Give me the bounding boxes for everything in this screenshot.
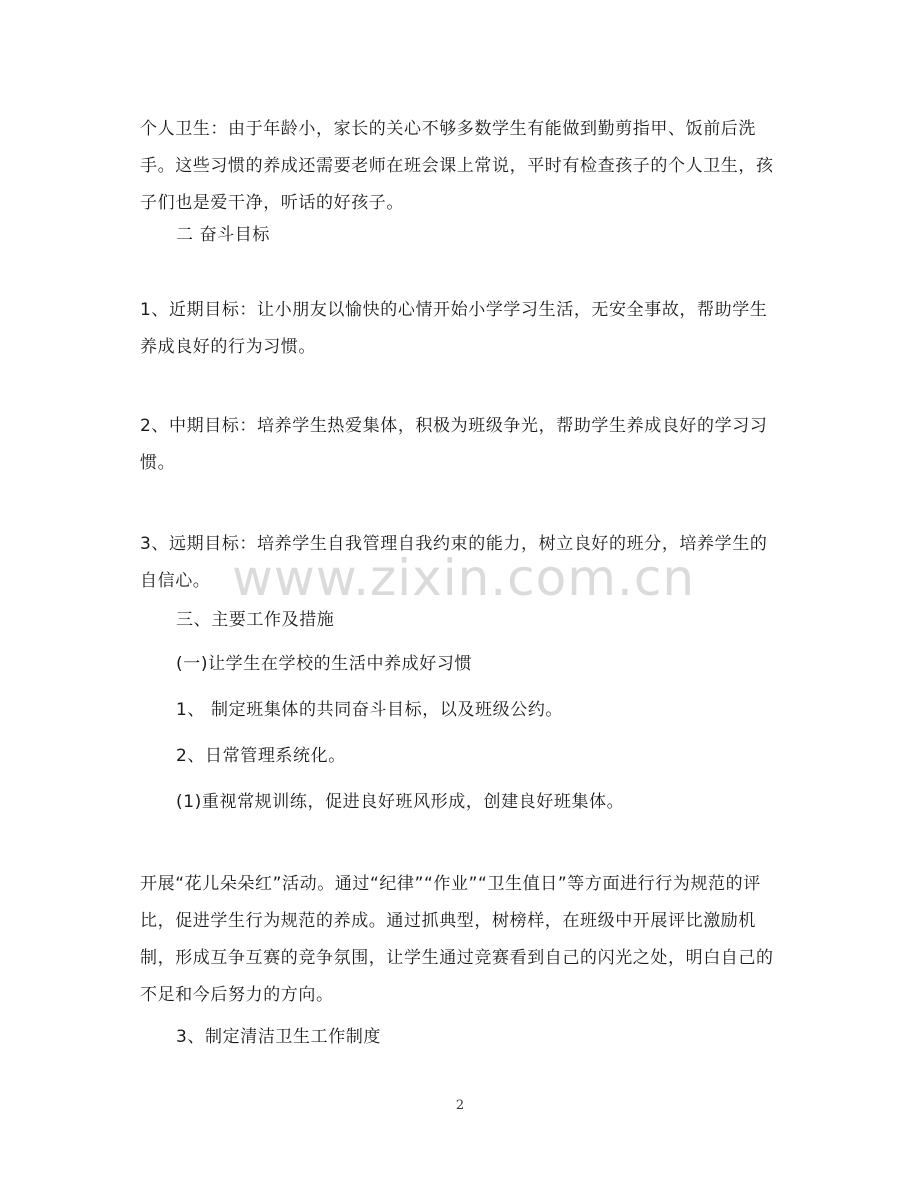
subheading-good-habits: (一)让学生在学校的生活中养成好习惯 bbox=[176, 654, 473, 674]
paragraph-flower-activity: 开展“花儿朵朵红”活动。通过“纪律”“作业”“卫生值日”等方面进行行为规范的评比，促进学生行为规范的养成。通过抓典型，树榜样，在班级中开展评比激励机制，形成互争互赛的竞争氛围，让学生通过竞赛看到自己的闪光之处，明白自己的不足和今后努力的方向。 bbox=[140, 874, 774, 1005]
page-number: 2 bbox=[455, 1098, 465, 1113]
item-cleaning-rules: 3、制定清洁卫生工作制度 bbox=[176, 1027, 382, 1047]
item-class-goals: 1、 制定班集体的共同奋斗目标，以及班级公约。 bbox=[176, 700, 564, 720]
watermark: www.zixin.com.cn bbox=[232, 549, 696, 607]
paragraph-mid-term-goal: 2、中期目标：培养学生热爱集体，积极为班级争光，帮助学生养成良好的学习习惯。 bbox=[140, 416, 768, 473]
paragraph-short-term-goal: 1、近期目标：让小朋友以愉快的心情开始小学学习生活，无安全事故，帮助学生养成良好的行为习惯。 bbox=[140, 300, 768, 357]
item-routine-training: (1)重视常规训练，促进良好班风形成，创建良好班集体。 bbox=[176, 792, 625, 812]
heading-main-work: 三、主要工作及措施 bbox=[176, 610, 335, 630]
item-daily-management: 2、日常管理系统化。 bbox=[176, 746, 346, 766]
paragraph-long-term-goal: 3、远期目标：培养学生自我管理自我约束的能力，树立良好的班分，培养学生的自信心。 bbox=[140, 534, 768, 591]
paragraph-personal-hygiene: 个人卫生：由于年龄小，家长的关心不够多数学生有能做到勤剪指甲、饭前后洗手。这些习惯的养成还需要老师在班会课上常说，平时有检查孩子的个人卫生，孩子们也是爱干净，听话的好孩子。 bbox=[140, 119, 774, 213]
heading-goals: 二 奋斗目标 bbox=[176, 225, 271, 245]
